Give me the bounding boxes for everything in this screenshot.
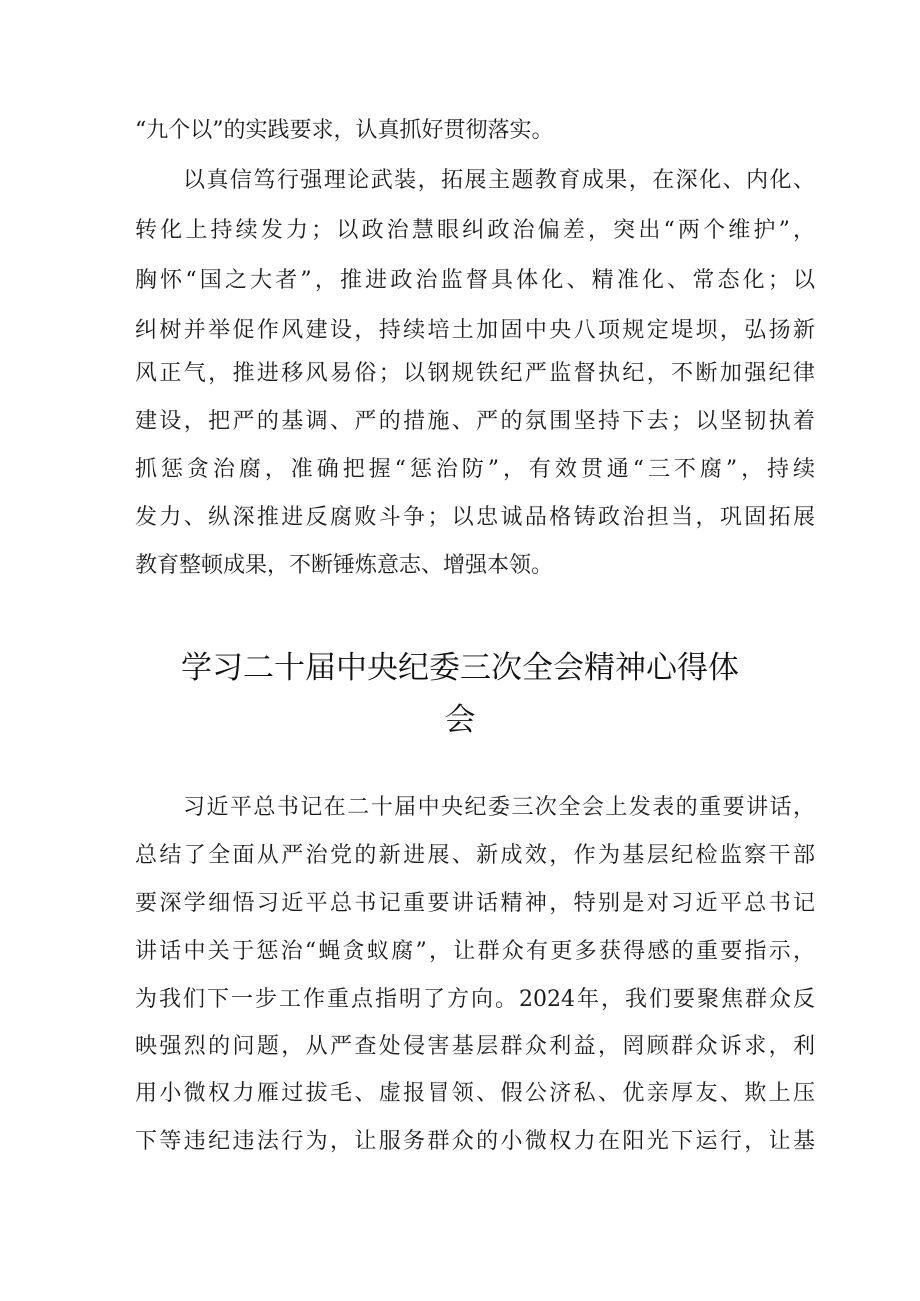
- paragraph-line: 习近平总书记在二十届中央纪委三次全会上发表的重要讲话，: [183, 795, 815, 820]
- paragraph-line: 纠树并举促作风建设，持续培土加固中央八项规定堤坝，弘扬新: [135, 318, 815, 343]
- paragraph-line: 胸怀“国之大者”，推进政治监督具体化、精准化、常态化；以: [135, 268, 815, 293]
- paragraph-line: 映强烈的问题，从严查处侵害基层群众利益，罔顾群众诉求，利: [135, 1034, 815, 1059]
- paragraph-line: 建设，把严的基调、严的措施、严的氛围坚持下去；以坚韧执着: [135, 409, 815, 434]
- paragraph-line: 用小微权力雁过拔毛、虚报冒领、假公济私、优亲厚友、欺上压: [135, 1081, 815, 1106]
- document-title: 会: [444, 702, 476, 738]
- paragraph-line: 总结了全面从严治党的新进展、新成效，作为基层纪检监察干部: [135, 843, 815, 868]
- paragraph-line: 教育整顿成果，不断锤炼意志、增强本领。: [135, 553, 554, 578]
- paragraph-line: 风正气，推进移风易俗；以钢规铁纪严监督执纪，不断加强纪律: [135, 361, 815, 386]
- document-title: 学习二十届中央纪委三次全会精神心得体: [181, 650, 739, 686]
- paragraph-line: 要深学细悟习近平总书记重要讲话精神，特别是对习近平总书记: [135, 891, 815, 916]
- paragraph-line: 讲话中关于惩治“蝇贪蚁腐”，让群众有更多获得感的重要指示，: [135, 939, 815, 964]
- paragraph-line: 转化上持续发力；以政治慧眼纠政治偏差，突出“两个维护”，: [135, 218, 815, 243]
- paragraph-line: 下等违纪违法行为，让服务群众的小微权力在阳光下运行，让基: [135, 1129, 815, 1154]
- paragraph-line: “九个以”的实践要求，认真抓好贯彻落实。: [135, 118, 554, 143]
- paragraph-line: 以真信笃行强理论武装，拓展主题教育成果，在深化、内化、: [183, 168, 815, 193]
- paragraph-line: 为我们下一步工作重点指明了方向。2024年，我们要聚焦群众反: [135, 987, 815, 1012]
- paragraph-line: 抓惩贪治腐，准确把握“惩治防”，有效贯通“三不腐”，持续: [135, 457, 815, 482]
- paragraph-line: 发力、纵深推进反腐败斗争；以忠诚品格铸政治担当，巩固拓展: [135, 505, 815, 530]
